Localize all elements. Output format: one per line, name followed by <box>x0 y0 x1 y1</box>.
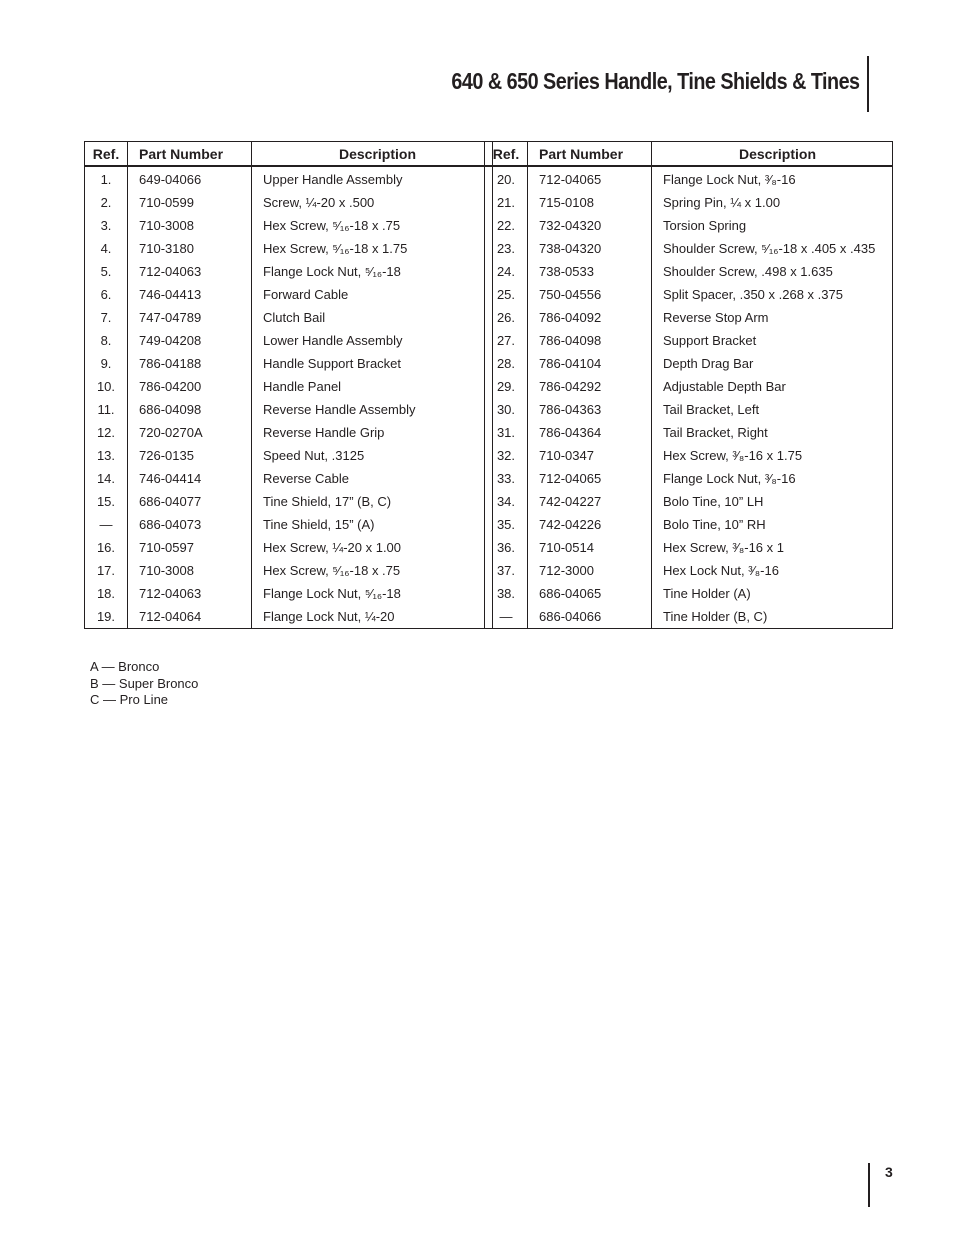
page-title: 640 & 650 Series Handle, Tine Shields & Tines <box>451 68 860 94</box>
description-cell: Tail Bracket, Right <box>663 425 768 440</box>
table-row <box>485 352 893 375</box>
part-number-cell: 712-04064 <box>128 605 252 629</box>
ref-cell: 13. <box>85 444 128 467</box>
table-row <box>485 444 893 467</box>
ref-cell: 28. <box>485 352 528 375</box>
ref-cell: 25. <box>485 283 528 306</box>
header-description: Description <box>252 142 493 167</box>
description-cell: Bolo Tine, 10” LH <box>663 494 764 509</box>
part-number-cell: 738-04320 <box>528 237 652 260</box>
header-ref: Ref. <box>85 142 128 167</box>
description-cell: Flange Lock Nut, ⁵⁄₁₆-18 <box>263 586 401 601</box>
part-number-cell: 786-04104 <box>528 352 652 375</box>
table-row <box>485 283 893 306</box>
description-cell: Handle Support Bracket <box>263 356 402 371</box>
description-cell: Handle Panel <box>263 379 342 394</box>
table-header-row <box>85 142 493 167</box>
part-number-cell: 720-0270A <box>128 421 252 444</box>
description-cell: Tine Holder (A) <box>663 586 751 601</box>
legend-item: B — Super Bronco <box>90 675 199 691</box>
part-number-cell: 710-0514 <box>528 536 652 559</box>
table-row <box>85 375 493 398</box>
ref-cell: 10. <box>85 375 128 398</box>
ref-cell: 19. <box>85 605 128 629</box>
description-cell: Clutch Bail <box>263 310 326 325</box>
part-number-cell: 712-04065 <box>528 166 652 191</box>
header-part-number: Part Number <box>528 142 652 167</box>
table-row <box>85 237 493 260</box>
header-part-number: Part Number <box>128 142 252 167</box>
table-row <box>485 467 893 490</box>
description-cell: Reverse Stop Arm <box>663 310 769 325</box>
part-number-cell: 786-04188 <box>128 352 252 375</box>
part-number-cell: 712-04063 <box>128 582 252 605</box>
ref-cell: 20. <box>485 166 528 191</box>
ref-cell: — <box>85 513 128 536</box>
ref-cell: 11. <box>85 398 128 421</box>
ref-cell: 2. <box>85 191 128 214</box>
ref-cell: 36. <box>485 536 528 559</box>
table-row <box>85 283 493 306</box>
part-number-cell: 742-04226 <box>528 513 652 536</box>
title-divider <box>867 56 869 112</box>
part-number-cell: 712-04063 <box>128 260 252 283</box>
part-number-cell: 710-3008 <box>128 559 252 582</box>
model-legend <box>90 659 198 709</box>
header-ref: Ref. <box>485 142 528 167</box>
table-header-row <box>485 142 893 167</box>
description-cell: Forward Cable <box>263 287 349 302</box>
ref-cell: 3. <box>85 214 128 237</box>
description-cell: Hex Screw, ¼-20 x 1.00 <box>263 540 402 555</box>
part-number-cell: 786-04098 <box>528 329 652 352</box>
table-row <box>485 166 893 191</box>
ref-cell: 1. <box>85 166 128 191</box>
description-cell: Reverse Handle Grip <box>263 425 385 440</box>
table-row <box>485 421 893 444</box>
description-cell: Tail Bracket, Left <box>663 402 760 417</box>
ref-cell: 24. <box>485 260 528 283</box>
table-row <box>485 375 893 398</box>
part-number-cell: 746-04413 <box>128 283 252 306</box>
table-row <box>485 605 893 629</box>
ref-cell: 4. <box>85 237 128 260</box>
description-cell: Hex Screw, ⁵⁄₁₆-18 x .75 <box>263 218 401 233</box>
ref-cell: 30. <box>485 398 528 421</box>
description-cell: Shoulder Screw, .498 x 1.635 <box>663 264 833 279</box>
ref-cell: 33. <box>485 467 528 490</box>
part-number-cell: 786-04092 <box>528 306 652 329</box>
part-number-cell: 710-0599 <box>128 191 252 214</box>
ref-cell: 12. <box>85 421 128 444</box>
part-number-cell: 686-04073 <box>128 513 252 536</box>
description-cell: Reverse Handle Assembly <box>263 402 416 417</box>
table-row <box>85 559 493 582</box>
ref-cell: 27. <box>485 329 528 352</box>
ref-cell: 23. <box>485 237 528 260</box>
description-cell: Upper Handle Assembly <box>263 172 403 187</box>
description-cell: Reverse Cable <box>263 471 349 486</box>
description-cell: Depth Drag Bar <box>663 356 754 371</box>
table-row <box>485 260 893 283</box>
table-row <box>485 513 893 536</box>
table-row <box>485 214 893 237</box>
description-cell: Hex Screw, ⁵⁄₁₆-18 x 1.75 <box>263 241 408 256</box>
parts-table-right <box>484 141 893 629</box>
part-number-cell: 786-04200 <box>128 375 252 398</box>
table-row <box>85 191 493 214</box>
table-row <box>85 513 493 536</box>
description-cell: Adjustable Depth Bar <box>663 379 786 394</box>
ref-cell: 32. <box>485 444 528 467</box>
description-cell: Tine Shield, 15” (A) <box>263 517 375 532</box>
table-row <box>85 398 493 421</box>
table-row <box>485 536 893 559</box>
table-row <box>485 582 893 605</box>
part-number-cell: 710-3008 <box>128 214 252 237</box>
ref-cell: 37. <box>485 559 528 582</box>
part-number-cell: 649-04066 <box>128 166 252 191</box>
parts-table-right-body <box>485 166 893 629</box>
part-number-cell: 738-0533 <box>528 260 652 283</box>
part-number-cell: 686-04098 <box>128 398 252 421</box>
description-cell: Hex Screw, ³⁄₈-16 x 1.75 <box>663 448 803 463</box>
table-row <box>85 467 493 490</box>
part-number-cell: 742-04227 <box>528 490 652 513</box>
ref-cell: 6. <box>85 283 128 306</box>
table-row <box>85 582 493 605</box>
description-cell: Flange Lock Nut, ³⁄₈-16 <box>663 471 796 486</box>
table-row <box>85 260 493 283</box>
description-cell: Screw, ¼-20 x .500 <box>263 195 375 210</box>
table-row <box>85 166 493 191</box>
table-row <box>85 352 493 375</box>
description-cell: Split Spacer, .350 x .268 x .375 <box>663 287 843 302</box>
legend-item: C — Pro Line <box>90 692 169 707</box>
part-number-cell: 686-04066 <box>528 605 652 629</box>
table-row <box>85 536 493 559</box>
part-number-cell: 747-04789 <box>128 306 252 329</box>
description-cell: Shoulder Screw, ⁵⁄₁₆-18 x .405 x .435 <box>663 241 876 256</box>
part-number-cell: 786-04364 <box>528 421 652 444</box>
description-cell: Lower Handle Assembly <box>263 333 403 348</box>
description-cell: Flange Lock Nut, ¼-20 <box>263 609 395 624</box>
part-number-cell: 786-04363 <box>528 398 652 421</box>
page-number-divider <box>868 1163 870 1207</box>
parts-table-left-body <box>85 166 493 629</box>
legend-item: A — Bronco <box>90 659 160 674</box>
part-number-cell: 712-04065 <box>528 467 652 490</box>
ref-cell: 31. <box>485 421 528 444</box>
part-number-cell: 710-0597 <box>128 536 252 559</box>
table-row <box>485 329 893 352</box>
table-row <box>85 490 493 513</box>
page-number: 3 <box>885 1164 893 1180</box>
part-number-cell: 746-04414 <box>128 467 252 490</box>
description-cell: Support Bracket <box>663 333 757 348</box>
part-number-cell: 786-04292 <box>528 375 652 398</box>
part-number-cell: 750-04556 <box>528 283 652 306</box>
ref-cell: 38. <box>485 582 528 605</box>
description-cell: Speed Nut, .3125 <box>263 448 365 463</box>
description-cell: Torsion Spring <box>663 218 747 233</box>
description-cell: Hex Lock Nut, ³⁄₈-16 <box>663 563 779 578</box>
description-cell: Bolo Tine, 10” RH <box>663 517 766 532</box>
description-cell: Tine Shield, 17” (B, C) <box>263 494 392 509</box>
ref-cell: 18. <box>85 582 128 605</box>
ref-cell: 21. <box>485 191 528 214</box>
table-row <box>85 306 493 329</box>
ref-cell: 14. <box>85 467 128 490</box>
ref-cell: 5. <box>85 260 128 283</box>
part-number-cell: 749-04208 <box>128 329 252 352</box>
ref-cell: 9. <box>85 352 128 375</box>
description-cell: Hex Screw, ⁵⁄₁₆-18 x .75 <box>263 563 401 578</box>
description-cell: Flange Lock Nut, ⁵⁄₁₆-18 <box>263 264 401 279</box>
ref-cell: 17. <box>85 559 128 582</box>
ref-cell: 29. <box>485 375 528 398</box>
part-number-cell: 712-3000 <box>528 559 652 582</box>
part-number-cell: 715-0108 <box>528 191 652 214</box>
part-number-cell: 686-04065 <box>528 582 652 605</box>
parts-table-left <box>84 141 493 629</box>
description-cell: Tine Holder (B, C) <box>663 609 768 624</box>
ref-cell: 35. <box>485 513 528 536</box>
table-row <box>485 191 893 214</box>
table-row <box>85 329 493 352</box>
ref-cell: 16. <box>85 536 128 559</box>
ref-cell: 22. <box>485 214 528 237</box>
header-description: Description <box>652 142 893 167</box>
table-row <box>485 559 893 582</box>
table-row <box>485 237 893 260</box>
ref-cell: 8. <box>85 329 128 352</box>
description-cell: Hex Screw, ³⁄₈-16 x 1 <box>663 540 784 555</box>
ref-cell: 34. <box>485 490 528 513</box>
ref-cell: — <box>485 605 528 629</box>
ref-cell: 7. <box>85 306 128 329</box>
table-row <box>85 214 493 237</box>
part-number-cell: 710-3180 <box>128 237 252 260</box>
part-number-cell: 732-04320 <box>528 214 652 237</box>
table-row <box>85 444 493 467</box>
part-number-cell: 710-0347 <box>528 444 652 467</box>
table-row <box>85 421 493 444</box>
table-row <box>85 605 493 629</box>
ref-cell: 15. <box>85 490 128 513</box>
ref-cell: 26. <box>485 306 528 329</box>
description-cell: Spring Pin, ¼ x 1.00 <box>663 195 781 210</box>
table-row <box>485 398 893 421</box>
table-row <box>485 306 893 329</box>
part-number-cell: 726-0135 <box>128 444 252 467</box>
part-number-cell: 686-04077 <box>128 490 252 513</box>
description-cell: Flange Lock Nut, ³⁄₈-16 <box>663 172 796 187</box>
table-row <box>485 490 893 513</box>
